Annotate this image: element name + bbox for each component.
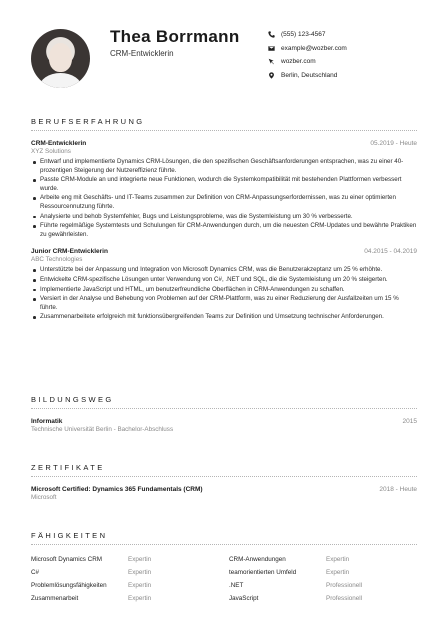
job-entry [31, 248, 417, 322]
contact-email[interactable] [268, 42, 347, 56]
education-date: 2015 [402, 418, 417, 425]
section-divider [31, 130, 417, 131]
skill-level: Expertin [326, 556, 350, 563]
list-item: Führte regelmäßige Systemtests und Schulungen für CRM-Anwendungen durch, um die neuesten CRM-Updates und bewährte Praktiken zu gewährleisten. [31, 222, 417, 239]
job-bullets [31, 266, 417, 322]
contact-phone-text: (555) 123-4567 [281, 31, 326, 39]
certificate-date: 2018 - Heute [379, 486, 417, 493]
list-item: Zusammenarbeitete erfolgreich mit funktionsübergreifenden Teams zur Definition und Umsetzung technischer Anforderungen. [31, 313, 417, 322]
skill-name: CRM-Anwendungen [229, 556, 286, 563]
contact-location-text: Berlin, Deutschland [281, 71, 338, 79]
skill-level: Professionell [326, 582, 363, 589]
skill-name: C# [31, 569, 40, 576]
email-icon [268, 45, 281, 52]
section-divider [31, 476, 417, 477]
job-date: 04.2015 - 04.2019 [364, 248, 417, 256]
list-item: Entwarf und implementierte Dynamics CRM-Lösungen, die den spezifischen Geschäftsanforderungen entsprachen, was zu einer 40-prozentigen Steigerung der Nutzereffizienz führte. [31, 158, 417, 175]
list-item: Versiert in der Analyse und Behebung von Problemen auf der CRM-Plattform, was zu einer Reduzierung der Ausfallzeiten um 15 % führte. [31, 295, 417, 312]
skill-name: JavaScript [229, 595, 259, 602]
section-title: BILDUNGSWEG [31, 395, 114, 404]
list-item: Implementierte JavaScript und HTML, um benutzerfreundliche Oberflächen in CRM-Anwendungen zu schaffen. [31, 286, 417, 295]
certificates-section [31, 463, 417, 501]
education-section [31, 395, 417, 433]
job-company: ABC Technologies [31, 256, 83, 264]
skill-name: Zusammenarbeit [31, 595, 79, 602]
job-title: CRM-Entwicklerin [31, 140, 87, 147]
person-name: Thea Borrmann [110, 27, 240, 46]
avatar-shirt [39, 73, 82, 88]
certificate-entry [31, 486, 417, 501]
list-item: Passte CRM-Module an und integrierte neue Funktionen, wodurch die Systemkompatibilität mit bestehenden Plattformen verbessert wurde. [31, 176, 417, 193]
skill-name: Problemlösungsfähigkeiten [31, 582, 107, 589]
section-title: BERUFSERFAHRUNG [31, 117, 145, 126]
experience-section [31, 117, 417, 323]
job-date: 05.2019 - Heute [370, 140, 417, 147]
skill-level: Professionell [326, 595, 363, 602]
contact-email-text[interactable]: example@wozber.com [281, 44, 347, 52]
avatar [31, 29, 90, 88]
contact-list [268, 28, 347, 82]
link-icon [268, 58, 281, 65]
contact-website-text[interactable]: wozber.com [281, 58, 316, 66]
section-title: ZERTIFIKATE [31, 463, 105, 472]
skill-name: Microsoft Dynamics CRM [31, 556, 103, 563]
skill-name: teamorientierten Umfeld [229, 569, 297, 576]
location-pin-icon [268, 72, 281, 79]
section-divider [31, 544, 417, 545]
contact-website[interactable] [268, 55, 347, 69]
skill-level: Expertin [128, 582, 152, 589]
list-item: Unterstützte bei der Anpassung und Integration von Microsoft Dynamics CRM, was die Benutzerakzeptanz um 25 % erhöhte. [31, 266, 417, 275]
list-item: Entwickelte CRM-spezifische Lösungen unter Verwendung von C#, .NET und SQL, die die Systemleistung um 20 % steigerten. [31, 276, 417, 285]
section-title: FÄHIGKEITEN [31, 531, 108, 540]
resume-header [0, 0, 448, 100]
skill-level: Expertin [128, 556, 152, 563]
skills-section [31, 531, 417, 604]
contact-location [268, 69, 347, 83]
phone-icon [268, 31, 281, 38]
job-bullets [31, 158, 417, 239]
skills-grid [31, 556, 417, 604]
skill-level: Expertin [128, 595, 152, 602]
certificate-issuer: Microsoft [31, 494, 57, 501]
person-role: CRM-Entwicklerin [110, 49, 174, 58]
list-item: Arbeite eng mit Geschäfts- und IT-Teams zusammen zur Definition von CRM-Anpassungserfordernissen, was zu einer optimierten Ressourcennutzung führte. [31, 194, 417, 211]
job-title: Junior CRM-Entwicklerin [31, 248, 108, 256]
school-name: Technische Universität Berlin - Bachelor-Abschluss [31, 426, 174, 433]
education-entry [31, 418, 417, 433]
contact-phone [268, 28, 347, 42]
degree-title: Informatik [31, 418, 63, 425]
section-divider [31, 408, 417, 409]
job-company: XYZ Solutions [31, 148, 71, 155]
skill-level: Expertin [128, 569, 152, 576]
skill-name: .NET [229, 582, 244, 589]
list-item: Analysierte und behob Systemfehler, Bugs und Leistungsprobleme, was die Systemleistung um 30 % verbesserte. [31, 213, 417, 222]
avatar-face [49, 43, 72, 72]
job-entry [31, 140, 417, 239]
certificate-name: Microsoft Certified: Dynamics 365 Fundamentals (CRM) [31, 486, 203, 493]
skill-level: Expertin [326, 569, 350, 576]
